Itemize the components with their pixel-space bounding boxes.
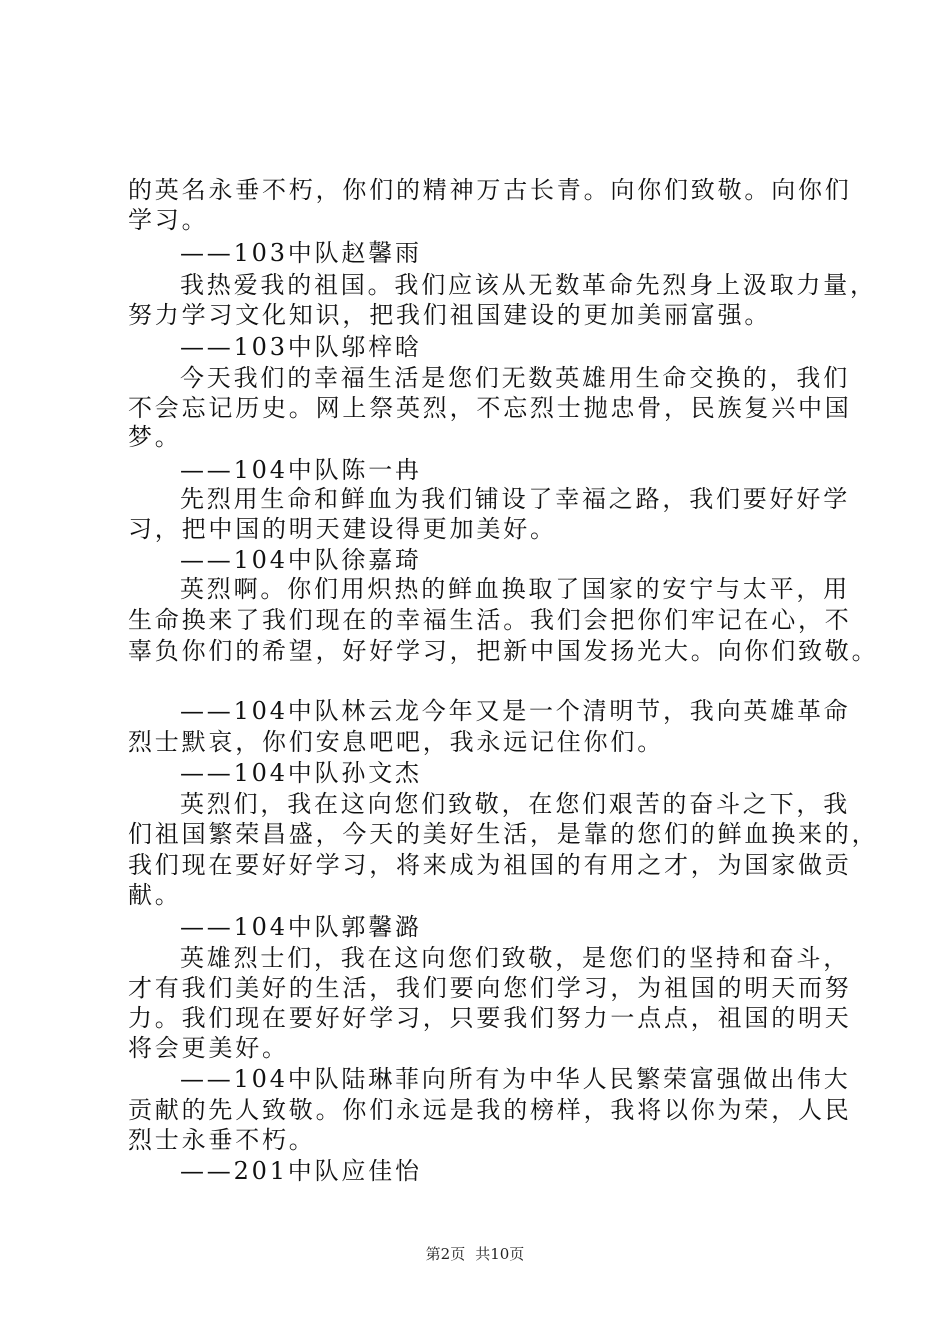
text-line: 献。 (128, 881, 182, 909)
text-line: 英烈啊。你们用炽热的鲜血换取了国家的安宁与太平，用 (180, 575, 850, 603)
signature-line: ——104中队孙文杰 (180, 759, 422, 787)
signature-line: ——201中队应佳怡 (180, 1157, 422, 1185)
signature-line: ——104中队陈一冉 (180, 456, 422, 484)
text-line: 英烈们，我在这向您们致敬，在您们艰苦的奋斗之下，我 (180, 790, 850, 818)
signature-line: ——104中队陆琳菲向所有为中华人民繁荣富强做出伟大 (180, 1065, 851, 1093)
page-number: 第2页 (425, 1245, 466, 1263)
text-line: 我们现在要好好学习，将来成为祖国的有用之才，为国家做贡 (128, 851, 852, 879)
signature-line: ——103中队邬梓晗 (180, 333, 422, 361)
text-line: 力。我们现在要好好学习，只要我们努力一点点，祖国的明天 (128, 1004, 852, 1032)
text-line: 今天我们的幸福生活是您们无数英雄用生命交换的，我们 (180, 364, 850, 392)
text-line: 不会忘记历史。网上祭英烈，不忘烈士抛忠骨，民族复兴中国 (128, 394, 852, 422)
text-line: 学习。 (128, 206, 209, 234)
page-total: 共10页 (475, 1245, 525, 1263)
text-line: 们祖国繁荣昌盛，今天的美好生活，是靠的您们的鲜血换来的， (128, 820, 879, 848)
text-line: 我热爱我的祖国。我们应该从无数革命先烈身上汲取力量， (180, 271, 877, 299)
text-line: 生命换来了我们现在的幸福生活。我们会把你们牢记在心，不 (128, 606, 852, 634)
text-line: 先烈用生命和鲜血为我们铺设了幸福之路，我们要好好学 (180, 485, 850, 513)
text-line: 习，把中国的明天建设得更加美好。 (128, 515, 557, 543)
signature-line: ——103中队赵馨雨 (180, 239, 422, 267)
text-line: 才有我们美好的生活，我们要向您们学习，为祖国的明天而努 (128, 974, 852, 1002)
signature-line: ——104中队林云龙今年又是一个清明节，我向英雄革命 (180, 697, 851, 725)
text-line: 英雄烈士们，我在这向您们致敬，是您们的坚持和奋斗， (180, 944, 850, 972)
signature-line: ——104中队郭馨潞 (180, 913, 422, 941)
text-line: 努力学习文化知识，把我们祖国建设的更加美丽富强。 (128, 301, 772, 329)
text-line: 梦。 (128, 423, 182, 451)
page-footer (0, 1244, 950, 1264)
text-line: 烈士默哀，你们安息吧吧，我永远记住你们。 (128, 728, 664, 756)
signature-line: ——104中队徐嘉琦 (180, 546, 422, 574)
text-line: 辜负你们的希望，好好学习，把新中国发扬光大。向你们致敬。 (128, 637, 879, 665)
text-line: 烈士永垂不朽。 (128, 1126, 316, 1154)
text-line: 贡献的先人致敬。你们永远是我的榜样，我将以你为荣，人民 (128, 1096, 852, 1124)
text-line: 将会更美好。 (128, 1034, 289, 1062)
text-line: 的英名永垂不朽，你们的精神万古长青。向你们致敬。向你们 (128, 176, 852, 204)
